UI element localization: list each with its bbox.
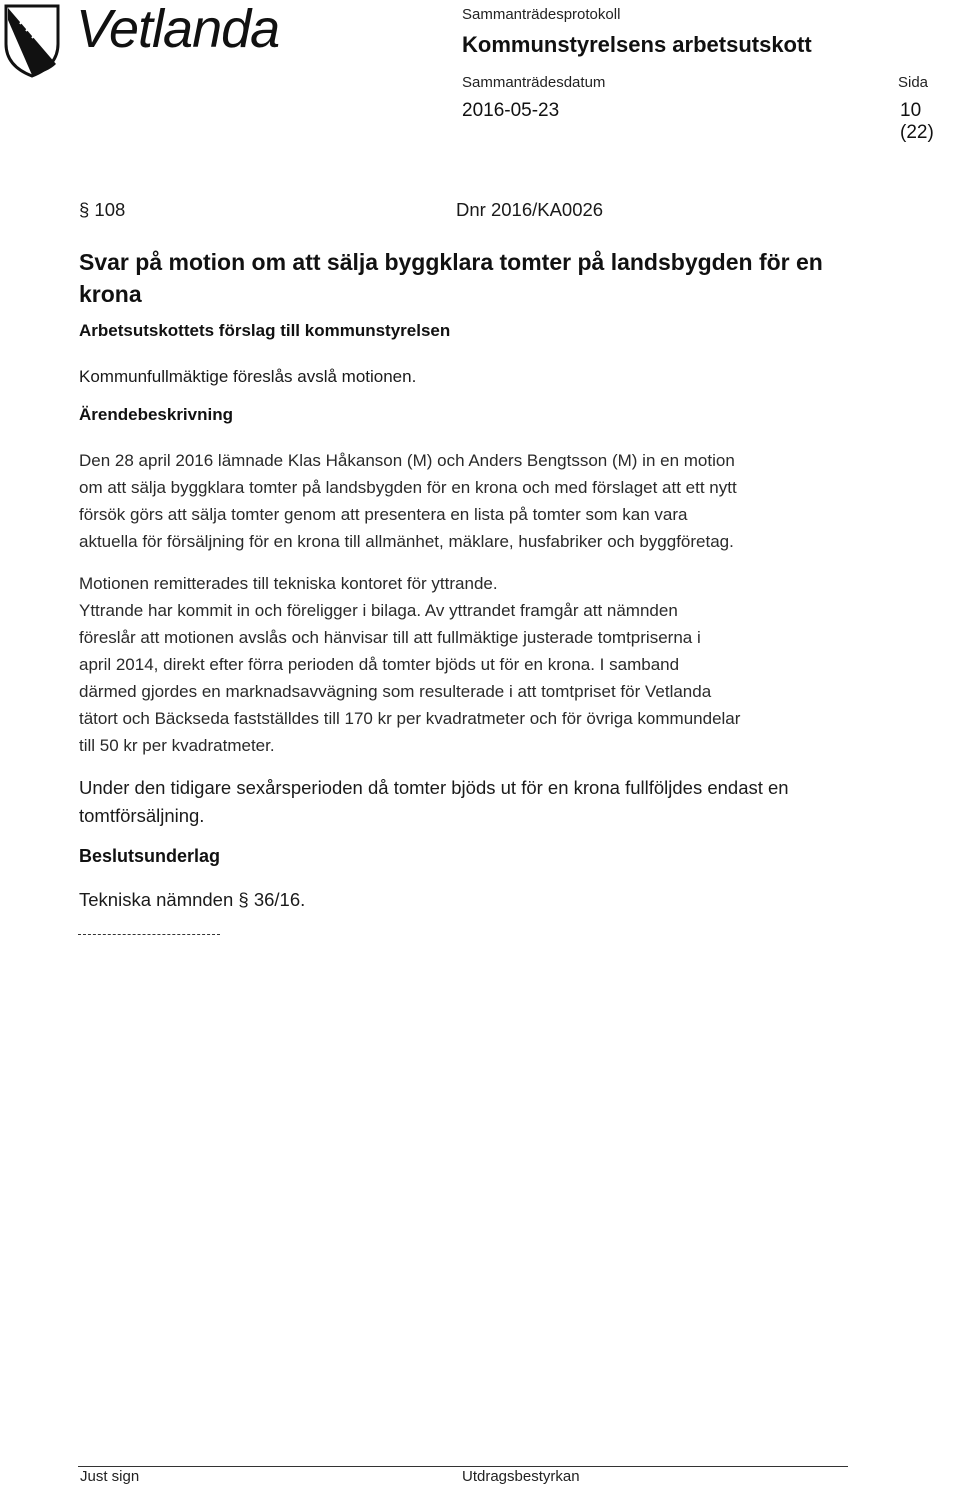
text-line: april 2014, direkt efter förra perioden då tomter bjöds ut för en krona. I samband (79, 655, 680, 674)
section-number: § 108 (79, 199, 126, 220)
description-heading: Ärendebeskrivning (79, 405, 233, 424)
committee-name: Kommunstyrelsens arbetsutskott (462, 32, 812, 57)
basis-heading: Beslutsunderlag (79, 846, 221, 866)
text-line: föreslår att motionen avslås och hänvisar till att fullmäktige justerade tomtpriserna i (79, 628, 701, 647)
footer-rule (78, 1466, 848, 1467)
brand-wordmark: Vetlanda (76, 0, 280, 59)
page-number: 10 (22) (900, 100, 934, 143)
text-line: Motionen remitterades till tekniska kontoret för yttrande. (79, 574, 498, 593)
matter-title-line: krona (79, 281, 142, 307)
matter-title (79, 246, 879, 310)
signature-label: Just sign (80, 1468, 140, 1485)
text-line: försök görs att sälja tomter genom att presentera en lista på tomter som kan vara (79, 505, 688, 524)
matter-title-line: Svar på motion om att sälja byggklara tomter på landsbygden för en (79, 249, 823, 275)
date-label: Sammanträdesdatum (462, 74, 606, 91)
proposal-text: Kommunfullmäktige föreslås avslå motionen. (79, 367, 417, 386)
municipality-shield-logo (2, 4, 62, 78)
proposal-heading: Arbetsutskottets förslag till kommunstyrelsen (79, 321, 451, 340)
end-divider (78, 934, 220, 935)
extract-label: Utdragsbestyrkan (462, 1468, 580, 1485)
text-line: Yttrande har kommit in och föreligger i bilaga. Av yttrandet framgår att nämnden (79, 601, 678, 620)
doc-type: Sammanträdesprotokoll (462, 6, 621, 23)
text-line: aktuella för försäljning för en krona till allmänhet, mäklare, husfabriker och byggföretag. (79, 532, 734, 551)
text-line: tätort och Bäckseda fastställdes till 170 kr per kvadratmeter och för övriga kommundelar (79, 709, 741, 728)
text-line: Den 28 april 2016 lämnade Klas Håkanson (M) och Anders Bengtsson (M) in en motion (79, 451, 735, 470)
basis-text: Tekniska nämnden § 36/16. (79, 889, 306, 910)
meeting-date: 2016-05-23 (462, 100, 560, 121)
text-line: Under den tidigare sexårsperioden då tomter bjöds ut för en krona fullföljdes endast en (79, 777, 789, 798)
text-line: tomtförsäljning. (79, 805, 205, 826)
text-line: om att sälja byggklara tomter på landsbygden för en krona och med förslaget att ett nytt (79, 478, 737, 497)
page-label: Sida (898, 74, 929, 91)
text-line: därmed gjordes en marknadsavvägning som resulterade i att tomtpriset för Vetlanda (79, 682, 712, 701)
history-paragraph (79, 774, 939, 830)
registration-number: Dnr 2016/KA0026 (456, 199, 604, 220)
remit-paragraph (79, 570, 939, 759)
text-line: till 50 kr per kvadratmeter. (79, 736, 275, 755)
description-paragraph (79, 447, 939, 555)
